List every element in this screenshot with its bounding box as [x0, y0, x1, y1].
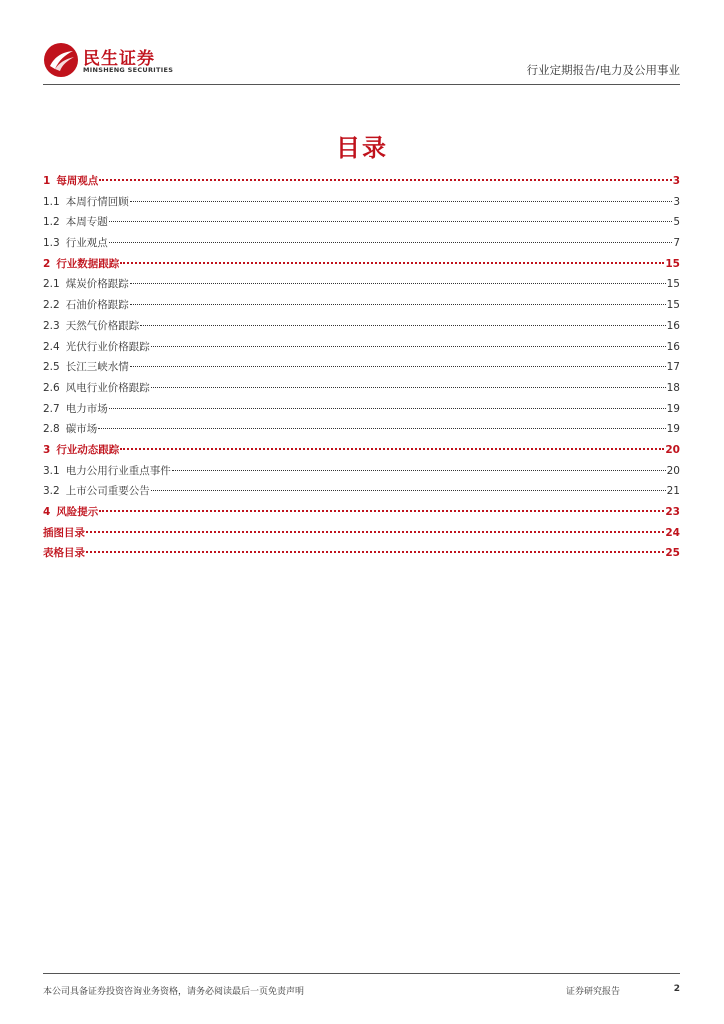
toc-dot-leader — [120, 262, 664, 264]
toc-entry-label: 本周行情回顾 — [65, 195, 129, 208]
toc-entry-label: 碳市场 — [65, 423, 98, 436]
toc-entry-label: 石油价格跟踪 — [65, 299, 129, 312]
toc-entry-number: 1.3 — [43, 237, 60, 250]
page-header — [43, 40, 680, 84]
toc-dot-leader — [172, 470, 666, 471]
toc-entry-label: 行业动态跟踪 — [56, 443, 120, 456]
header-divider — [43, 84, 680, 85]
toc-entry-number: 3 — [43, 443, 51, 456]
toc-entry-label: 上市公司重要公告 — [65, 485, 150, 498]
toc-entry-number: 2 — [43, 257, 51, 270]
toc-dot-leader — [109, 408, 666, 409]
logo-name-en: MINSHENG SECURITIES — [83, 66, 174, 74]
toc-entry-page: 7 — [673, 237, 680, 250]
toc-entry-label: 风险提示 — [56, 506, 99, 518]
toc-entry[interactable] — [43, 214, 680, 235]
toc-entry[interactable] — [43, 442, 680, 463]
toc-entry-page: 5 — [673, 216, 680, 229]
toc-dot-leader — [151, 490, 666, 491]
toc-entry-page: 23 — [665, 506, 680, 518]
footer-page-number: 2 — [673, 984, 680, 994]
toc-entry[interactable] — [43, 276, 680, 297]
toc-entry[interactable] — [43, 504, 680, 525]
toc-entry[interactable] — [43, 401, 680, 422]
toc-entry-page: 3 — [672, 175, 680, 187]
toc-entry-number: 1 — [43, 175, 51, 187]
toc-entry[interactable] — [43, 339, 680, 360]
toc-entry[interactable] — [43, 173, 680, 194]
toc-entry-page: 16 — [666, 319, 680, 332]
toc-dot-leader — [109, 221, 673, 222]
toc-entry[interactable] — [43, 380, 680, 401]
toc-entry-page: 15 — [666, 278, 680, 291]
toc-entry-number: 1.1 — [43, 195, 60, 208]
toc-entry-page: 20 — [666, 464, 680, 477]
toc-entry-number: 2.2 — [43, 299, 60, 312]
toc-entry[interactable] — [43, 359, 680, 380]
toc-dot-leader — [86, 531, 664, 533]
toc-entry-page: 3 — [673, 195, 680, 208]
toc-entry-page: 16 — [666, 340, 680, 353]
toc-entry[interactable] — [43, 194, 680, 215]
toc-entry-number: 1.2 — [43, 216, 60, 229]
footer-divider — [43, 973, 680, 974]
toc-entry[interactable] — [43, 256, 680, 277]
toc-entry[interactable] — [43, 235, 680, 256]
toc-dot-leader — [130, 283, 666, 284]
toc-dot-leader — [120, 448, 664, 450]
toc-entry-page: 20 — [665, 443, 680, 456]
toc-entry-label: 天然气价格跟踪 — [65, 319, 140, 332]
company-logo — [43, 42, 183, 78]
toc-entry-number: 2.6 — [43, 381, 60, 394]
toc-entry-number: 3.2 — [43, 485, 60, 498]
toc-entry[interactable] — [43, 421, 680, 442]
toc-dot-leader — [130, 366, 666, 367]
toc-dot-leader — [99, 179, 671, 181]
logo-name-cn: 民生证券 — [83, 49, 155, 69]
report-category: 行业定期报告/电力及公用事业 — [526, 63, 680, 77]
minsheng-logo-icon — [43, 42, 79, 78]
toc-entry-label: 长江三峡水情 — [65, 361, 129, 374]
toc-entry[interactable] — [43, 463, 680, 484]
toc-entry-label: 表格目录 — [43, 547, 85, 560]
toc-entry-label: 行业观点 — [65, 237, 108, 250]
toc-entry-page: 15 — [666, 299, 680, 312]
toc-entry-number: 2.7 — [43, 402, 60, 415]
toc-entry-page: 15 — [665, 257, 680, 270]
footer-disclaimer: 本公司具备证券投资咨询业务资格，请务必阅读最后一页免责声明 — [43, 987, 305, 997]
toc-entry[interactable] — [43, 483, 680, 504]
toc-entry-page: 19 — [666, 402, 680, 415]
toc-dot-leader — [151, 387, 666, 388]
toc-entry[interactable] — [43, 545, 680, 566]
toc-dot-leader — [86, 551, 664, 553]
toc-entry[interactable] — [43, 318, 680, 339]
toc-entry-number: 2.5 — [43, 361, 60, 374]
toc-entry-label: 本周专题 — [65, 216, 108, 229]
toc-entry-page: 18 — [666, 381, 680, 394]
toc-entry-number: 2.1 — [43, 278, 60, 291]
page-title: 目录 — [336, 134, 388, 162]
toc-dot-leader — [151, 346, 666, 347]
toc-entry-number: 3.1 — [43, 464, 60, 477]
toc-dot-leader — [109, 242, 673, 243]
toc-entry-number: 2.8 — [43, 423, 60, 436]
toc-entry-page: 17 — [666, 361, 680, 374]
toc-entry-page: 25 — [665, 547, 680, 560]
toc-entry-label: 行业数据跟踪 — [56, 257, 120, 270]
toc-entry[interactable] — [43, 297, 680, 318]
toc-dot-leader — [130, 201, 673, 202]
toc-entry-label: 插图目录 — [43, 526, 85, 539]
toc-entry[interactable] — [43, 525, 680, 546]
toc-entry-page: 19 — [666, 423, 680, 436]
toc-entry-page: 21 — [666, 485, 680, 498]
toc-dot-leader — [130, 304, 666, 305]
toc-entry-number: 2.4 — [43, 340, 60, 353]
toc-entry-label: 每周观点 — [56, 175, 99, 187]
toc-dot-leader — [140, 325, 665, 326]
footer-doc-type: 证券研究报告 — [565, 987, 620, 997]
toc-entry-number: 4 — [43, 506, 51, 518]
toc-entry-label: 电力公用行业重点事件 — [65, 464, 171, 477]
toc-entry-number: 2.3 — [43, 319, 60, 332]
toc-entry-label: 电力市场 — [65, 402, 108, 415]
toc-entry-label: 煤炭价格跟踪 — [65, 278, 129, 291]
toc-dot-leader — [99, 510, 664, 512]
toc-entry-page: 24 — [665, 526, 680, 539]
toc-entry-label: 光伏行业价格跟踪 — [65, 340, 150, 353]
toc-dot-leader — [98, 428, 665, 429]
toc-entry-label: 风电行业价格跟踪 — [65, 381, 150, 394]
table-of-contents — [43, 173, 680, 566]
